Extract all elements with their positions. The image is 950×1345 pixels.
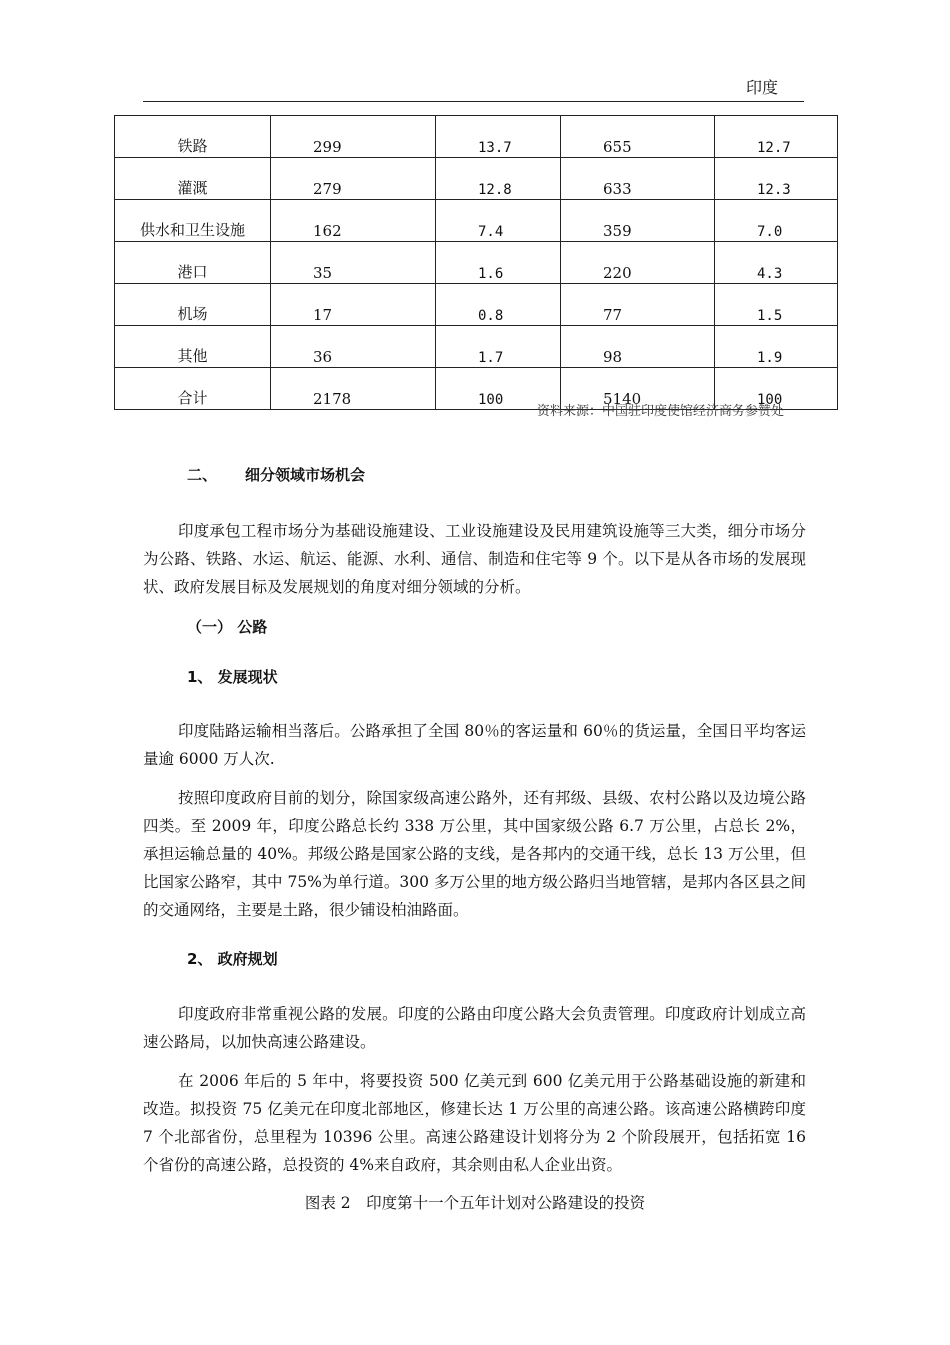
value-cell xyxy=(715,242,838,284)
cell-value: 220 xyxy=(603,264,632,282)
cell-value: 35 xyxy=(313,264,333,282)
value-cell xyxy=(436,284,561,326)
cell-value: 4.3 xyxy=(757,266,783,282)
header-rule xyxy=(143,101,804,102)
cell-value: 1.6 xyxy=(478,266,504,282)
cell-value: 655 xyxy=(603,138,632,156)
value-cell xyxy=(271,326,436,368)
cell-value: 12.7 xyxy=(757,140,791,156)
table-source: 资料来源：中国驻印度使馆经济商务参赞处 xyxy=(537,404,785,419)
table-row xyxy=(115,116,838,158)
investment-table xyxy=(114,115,838,410)
value-cell xyxy=(561,116,715,158)
table-row xyxy=(115,158,838,200)
row-label: 机场 xyxy=(177,305,208,323)
cell-value: 100 xyxy=(757,392,783,408)
status-paragraph-1: 印度陆路运输相当落后。公路承担了全国 80％的客运量和 60％的货运量，全国日平均客运量逾 6000 万人次. xyxy=(143,722,806,768)
value-cell xyxy=(715,116,838,158)
cell-value: 36 xyxy=(313,348,333,366)
cell-value: 0.8 xyxy=(478,308,504,324)
row-label-cell xyxy=(115,242,271,284)
plan-paragraph-1: 印度政府非常重视公路的发展。印度的公路由印度公路大会负责管理。印度政府计划成立高速公路局，以加快高速公路建设。 xyxy=(143,1005,806,1051)
cell-value: 299 xyxy=(313,138,342,156)
row-label-cell xyxy=(115,284,271,326)
value-cell xyxy=(561,326,715,368)
plan-paragraph-2: 在 2006 年后的 5 年中，将要投资 500 亿美元到 600 亿美元用于公路基础设施的新建和改造。拟投资 75 亿美元在印度北部地区，修建长达 1 万公里的高速公路。该高速公路横跨印度 7 个北部省份，总里程为 10396 公里。高速公路建设计划将分为 2 个阶段展开，包括拓宽 16 个省份的高速公路，总投资的 4%来自政府，其余则由私人企业出资。 xyxy=(143,1072,806,1174)
value-cell xyxy=(715,326,838,368)
value-cell xyxy=(715,200,838,242)
value-cell xyxy=(561,242,715,284)
plan-heading: 2、 政府规划 xyxy=(187,950,278,968)
row-label: 港口 xyxy=(177,263,208,281)
cell-value: 5140 xyxy=(603,390,642,408)
value-cell xyxy=(436,200,561,242)
cell-value: 12.8 xyxy=(478,182,512,198)
cell-value: 162 xyxy=(313,222,342,240)
status-heading: 1、 发展现状 xyxy=(187,668,278,686)
value-cell xyxy=(436,326,561,368)
cell-value: 7.4 xyxy=(478,224,504,240)
cell-value: 17 xyxy=(313,306,333,324)
cell-value: 12.3 xyxy=(757,182,791,198)
value-cell xyxy=(271,242,436,284)
row-label: 合计 xyxy=(177,389,208,407)
cell-value: 7.0 xyxy=(757,224,783,240)
value-cell xyxy=(436,242,561,284)
value-cell xyxy=(271,284,436,326)
value-cell xyxy=(561,284,715,326)
value-cell xyxy=(271,116,436,158)
cell-value: 359 xyxy=(603,222,632,240)
value-cell xyxy=(715,284,838,326)
subsection-title-roads: （一） 公路 xyxy=(187,618,268,636)
cell-value: 13.7 xyxy=(478,140,512,156)
value-cell xyxy=(436,116,561,158)
row-label: 其他 xyxy=(177,347,208,365)
row-label-cell xyxy=(115,326,271,368)
cell-value: 279 xyxy=(313,180,342,198)
row-label: 铁路 xyxy=(177,137,208,155)
row-label-cell xyxy=(115,116,271,158)
page-header-title: 印度 xyxy=(746,78,779,97)
figure-caption: 图表 2 印度第十一个五年计划对公路建设的投资 xyxy=(304,1194,646,1212)
cell-value: 633 xyxy=(603,180,632,198)
row-label-cell xyxy=(115,368,271,410)
row-label-cell xyxy=(115,158,271,200)
row-label: 灌溉 xyxy=(177,179,208,197)
section-intro-paragraph: 印度承包工程市场分为基础设施建设、工业设施建设及民用建筑设施等三大类，细分市场分为公路、铁路、水运、航运、能源、水利、通信、制造和住宅等 9 个。以下是从各市场的发展现状、政府发展目标及发展规划的角度对细分领域的分析。 xyxy=(143,522,806,596)
cell-value: 1.5 xyxy=(757,308,783,324)
status-paragraph-2: 按照印度政府目前的划分，除国家级高速公路外，还有邦级、县级、农村公路以及边境公路四类。至 2009 年，印度公路总长约 338 万公里，其中国家级公路 6.7 万公里，占总长 2%，承担运输总量的 40%。邦级公路是国家公路的支线，是各邦内的交通干线，总长 13 万公里，但比国家公路窄，其中 75%为单行道。300 多万公里的地方级公路归当地管辖，是邦内各区县之间的交通网络，主要是土路，很少铺设柏油路面。 xyxy=(143,789,806,919)
value-cell xyxy=(271,368,436,410)
table-row xyxy=(115,326,838,368)
section-number: 二、 xyxy=(187,466,218,484)
value-cell xyxy=(271,158,436,200)
value-cell xyxy=(561,200,715,242)
row-label: 供水和卫生设施 xyxy=(139,221,245,239)
cell-value: 1.9 xyxy=(757,350,783,366)
value-cell xyxy=(715,158,838,200)
section-title: 细分领域市场机会 xyxy=(245,466,366,484)
row-label-cell xyxy=(115,200,271,242)
table-row xyxy=(115,284,838,326)
section-heading xyxy=(187,464,365,485)
value-cell xyxy=(561,158,715,200)
value-cell xyxy=(271,200,436,242)
value-cell xyxy=(436,158,561,200)
cell-value: 100 xyxy=(478,392,504,408)
cell-value: 1.7 xyxy=(478,350,504,366)
cell-value: 98 xyxy=(603,348,623,366)
cell-value: 2178 xyxy=(313,390,352,408)
table-row xyxy=(115,242,838,284)
cell-value: 77 xyxy=(603,306,623,324)
table-row xyxy=(115,200,838,242)
